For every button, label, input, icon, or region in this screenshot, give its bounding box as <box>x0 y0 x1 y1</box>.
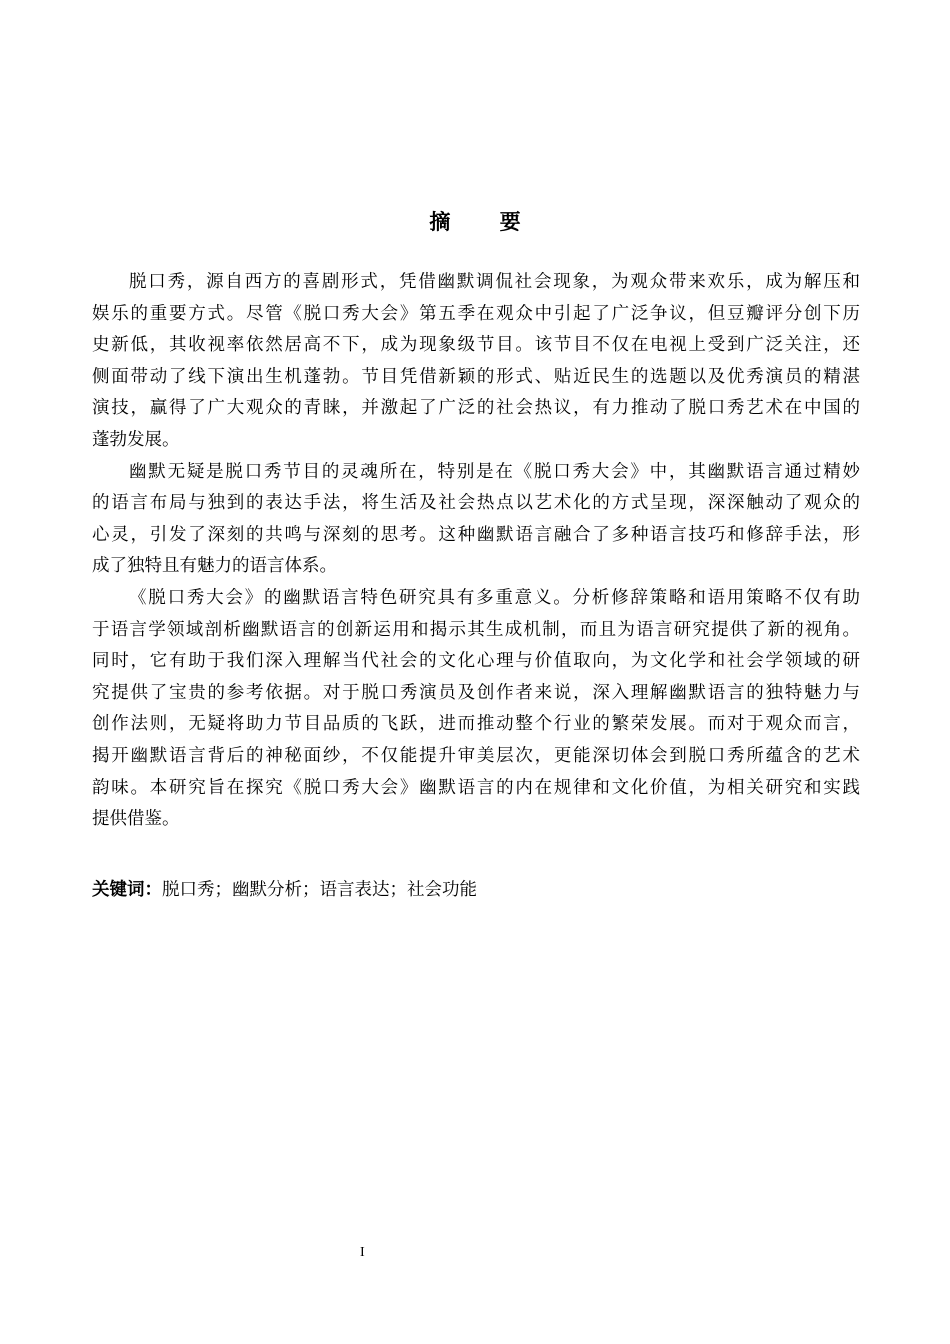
paragraph <box>92 456 860 582</box>
paragraph-line: 创作法则，无疑将助力节目品质的飞跃，进而推动整个行业的繁荣发展。而对于观众而言， <box>92 713 860 734</box>
paragraph-line: 幽默无疑是脱口秀节目的灵魂所在，特别是在《脱口秀大会》中，其幽默语言通过精妙 <box>129 460 860 481</box>
paragraph-line: 《脱口秀大会》的幽默语言特色研究具有多重意义。分析修辞策略和语用策略不仅有助 <box>129 586 860 607</box>
paragraph <box>92 266 860 456</box>
paragraph-line: 心灵，引发了深刻的共鸣与深刻的思考。这种幽默语言融合了多种语言技巧和修辞手法，形 <box>92 523 860 544</box>
abstract-title: 摘 要 <box>429 210 543 234</box>
paragraph-line: 脱口秀，源自西方的喜剧形式，凭借幽默调侃社会现象，为观众带来欢乐，成为解压和 <box>129 271 860 291</box>
paragraph-line: 娱乐的重要方式。尽管《脱口秀大会》第五季在观众中引起了广泛争议，但豆瓣评分创下历 <box>92 302 860 323</box>
keywords <box>92 875 477 903</box>
paragraph-line: 同时，它有助于我们深入理解当代社会的文化心理与价值取向，为文化学和社会学领域的研 <box>92 650 860 671</box>
abstract-body <box>92 266 860 835</box>
keywords-label: 关键词： <box>92 879 162 899</box>
paragraph-line: 的语言布局与独到的表达手法，将生活及社会热点以艺术化的方式呈现，深深触动了观众的 <box>92 492 860 513</box>
paragraph-line: 侧面带动了线下演出生机蓬勃。节目凭借新颖的形式、贴近民生的选题以及优秀演员的精湛 <box>92 365 860 386</box>
paragraph-line: 提供借鉴。 <box>92 808 180 829</box>
paragraph-line: 揭开幽默语言背后的神秘面纱，不仅能提升审美层次，更能深切体会到脱口秀所蕴含的艺术 <box>92 744 860 765</box>
paragraph-line: 于语言学领域剖析幽默语言的创新运用和揭示其生成机制，而且为语言研究提供了新的视角。 <box>92 618 860 639</box>
paragraph-line: 究提供了宝贵的参考依据。对于脱口秀演员及创作者来说，深入理解幽默语言的独特魅力与 <box>92 681 860 702</box>
paragraph-line: 演技，赢得了广大观众的青睐，并激起了广泛的社会热议，有力推动了脱口秀艺术在中国的 <box>92 397 860 418</box>
keywords-value: 脱口秀；幽默分析；语言表达；社会功能 <box>162 879 477 899</box>
paragraph-line: 史新低，其收视率依然居高不下，成为现象级节目。该节目不仅在电视上受到广泛关注，还 <box>92 334 860 355</box>
paragraph <box>92 582 860 835</box>
page-number: I <box>360 1245 365 1260</box>
paragraph-line: 蓬勃发展。 <box>92 428 180 449</box>
paragraph-line: 成了独特且有魅力的语言体系。 <box>92 555 337 576</box>
paragraph-line: 韵味。本研究旨在探究《脱口秀大会》幽默语言的内在规律和文化价值，为相关研究和实践 <box>92 776 860 797</box>
